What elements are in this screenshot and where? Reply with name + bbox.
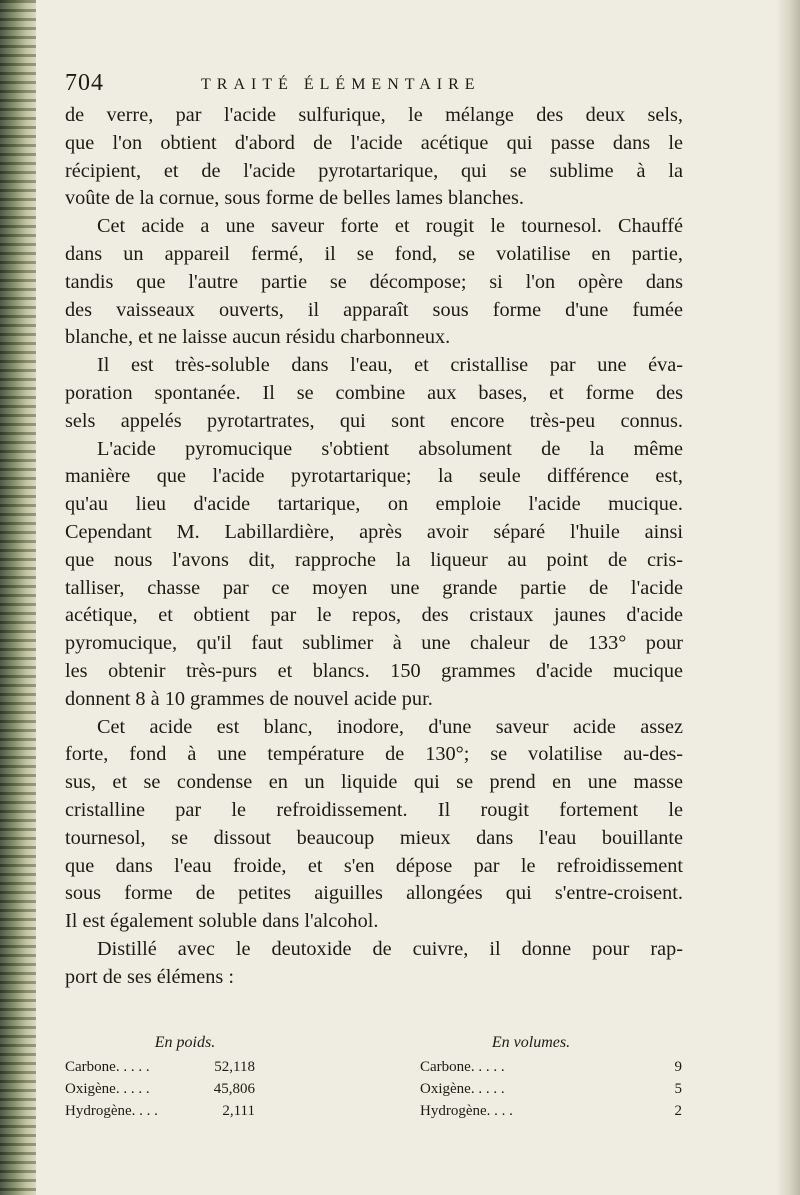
text-line: blanche, et ne laisse aucun résidu charbonneux. <box>65 326 451 349</box>
text-line: sus, et se condense en un liquide qui se prend en une masse <box>65 771 683 794</box>
text-line: talliser, chasse par ce moyen une grande partie de l'acide <box>65 576 683 599</box>
running-title: TRAITÉ ÉLÉMENTAIRE <box>201 76 481 93</box>
element-value: 5 <box>674 1081 682 1097</box>
element-value: 45,806 <box>213 1081 255 1097</box>
table-row <box>65 1100 345 1122</box>
text-line: les obtenir très-purs et blancs. 150 grammes d'acide mucique <box>65 659 683 682</box>
text-line: récipient, et de l'acide pyrotartarique, qui se sublime à la <box>65 159 683 182</box>
composition-tables <box>65 1034 683 1124</box>
text-line: manière que l'acide pyrotartarique; la seule différence est, <box>65 465 683 488</box>
text-line: Distillé avec le deutoxide de cuivre, il donne pour rap- <box>97 937 683 960</box>
text-line: L'acide pyromucique s'obtient absolument de la même <box>97 437 683 460</box>
text-line: pyromucique, qu'il faut sublimer à une chaleur de 133° pour <box>65 632 683 655</box>
text-line: dans un appareil fermé, il se fond, se volatilise en partie, <box>65 242 683 265</box>
text-line: poration spontanée. Il se combine aux bases, et forme des <box>65 381 683 404</box>
page-number: 704 <box>65 70 104 96</box>
element-value: 2 <box>674 1103 682 1119</box>
table-row <box>420 1078 682 1100</box>
column-heading: En volumes. <box>491 1034 571 1051</box>
text-line: Cet acide est blanc, inodore, d'une saveur acide assez <box>97 715 683 738</box>
element-value: 9 <box>674 1059 682 1075</box>
text-line: des vaisseaux ouverts, il apparaît sous forme d'une fumée <box>65 298 683 321</box>
text-line: donnent 8 à 10 grammes de nouvel acide pur. <box>65 687 433 710</box>
book-binding-edge <box>0 0 38 1195</box>
body-text <box>65 102 683 992</box>
text-line: Il est également soluble dans l'alcohol. <box>65 910 379 933</box>
composition-by-volume <box>420 1034 682 1122</box>
text-line: sous forme de petites aiguilles allongées qui s'entre-croisent. <box>65 882 683 905</box>
text-line: tournesol, se dissout beaucoup mieux dans l'eau bouillante <box>65 826 683 849</box>
text-line: voûte de la cornue, sous forme de belles lames blanches. <box>65 187 524 210</box>
text-line: Cet acide a une saveur forte et rougit le tournesol. Chauffé <box>97 215 683 238</box>
element-name: Oxigène. . . . . <box>65 1081 150 1097</box>
text-line: cristalline par le refroidissement. Il rougit fortement le <box>65 798 683 821</box>
element-name: Hydrogène. . . . <box>65 1103 158 1119</box>
table-row <box>65 1056 345 1078</box>
text-line: de verre, par l'acide sulfurique, le mélange des deux sels, <box>65 104 683 126</box>
text-line: Cependant M. Labillardière, après avoir séparé l'huile ainsi <box>65 520 683 543</box>
text-line: qu'au lieu d'acide tartarique, on emploie l'acide mucique. <box>65 493 683 516</box>
text-line: acétique, et obtient par le repos, des cristaux jaunes d'acide <box>65 604 683 627</box>
text-line: que nous l'avons dit, rapproche la liqueur au point de cris- <box>65 548 683 571</box>
column-heading: En poids. <box>154 1034 216 1051</box>
text-line: que l'on obtient d'abord de l'acide acétique qui passe dans le <box>65 131 683 154</box>
element-name: Carbone. . . . . <box>65 1059 150 1075</box>
element-name: Carbone. . . . . <box>420 1059 505 1075</box>
text-line: Il est très-soluble dans l'eau, et cristallise par une éva- <box>97 354 683 377</box>
element-value: 52,118 <box>214 1059 255 1075</box>
text-line: tandis que l'autre partie se décompose; si l'on opère dans <box>65 270 683 293</box>
text-line: port de ses élémens : <box>65 965 234 988</box>
table-row <box>65 1078 345 1100</box>
element-name: Oxigène. . . . . <box>420 1081 505 1097</box>
element-value: 2,111 <box>222 1103 255 1119</box>
table-row <box>420 1100 682 1122</box>
page-right-edge <box>776 0 800 1195</box>
text-line: sels appelés pyrotartrates, qui sont encore très-peu connus. <box>65 409 683 432</box>
text-line: forte, fond à une température de 130°; se volatilise au-des- <box>65 743 683 766</box>
page-header <box>65 70 680 100</box>
element-name: Hydrogène. . . . <box>420 1103 513 1119</box>
composition-by-weight <box>65 1034 345 1122</box>
table-row <box>420 1056 682 1078</box>
text-line: que dans l'eau froide, et s'en dépose par le refroidissement <box>65 854 683 877</box>
